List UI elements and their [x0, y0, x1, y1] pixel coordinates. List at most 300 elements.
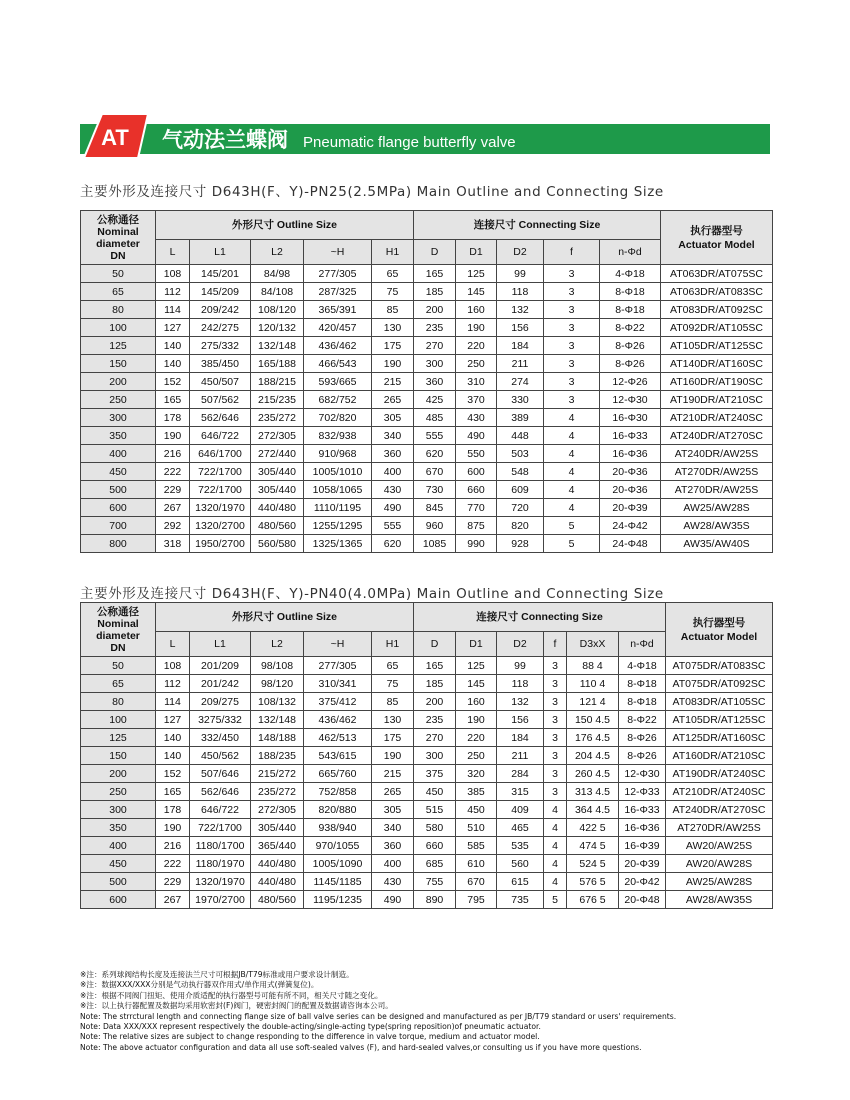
table-cell: 340 [372, 819, 414, 837]
dn-cell: 500 [81, 873, 156, 891]
table-cell: 450 [456, 801, 497, 819]
dn-cell: 80 [81, 301, 156, 319]
table-cell: 140 [156, 337, 190, 355]
table-cell: AT063DR/AT083SC [661, 283, 773, 301]
table-row [81, 445, 773, 463]
table-cell: 8-Φ22 [600, 319, 661, 337]
table-cell: AW28/AW35S [666, 891, 773, 909]
table-cell: AT075DR/AT083SC [666, 657, 773, 675]
table-cell: 201/209 [190, 657, 251, 675]
table-cell: AW20/AW28S [666, 855, 773, 873]
table-cell: 3 [544, 391, 600, 409]
table-row [81, 391, 773, 409]
table-cell: 4 [544, 873, 567, 891]
connecting-size-header: 连接尺寸 Connecting Size [414, 603, 666, 632]
table-row [81, 891, 773, 909]
table-cell: 3 [544, 355, 600, 373]
table-cell: 485 [414, 409, 456, 427]
table-cell: 12-Φ30 [619, 765, 666, 783]
table-cell: 277/305 [304, 657, 372, 675]
column-header: n-Φd [600, 240, 661, 265]
table-row [81, 657, 773, 675]
table-cell: 1180/1700 [190, 837, 251, 855]
table-cell: AW28/AW35S [661, 517, 773, 535]
table-cell: 108 [156, 657, 190, 675]
table-cell: 960 [414, 517, 456, 535]
table-cell: AW20/AW25S [666, 837, 773, 855]
table-cell: 365/391 [304, 301, 372, 319]
table-row [81, 819, 773, 837]
table-cell: 320 [456, 765, 497, 783]
table-cell: 4 [544, 837, 567, 855]
dn-cell: 450 [81, 855, 156, 873]
table-cell: 165 [156, 783, 190, 801]
table-cell: 216 [156, 445, 190, 463]
dn-cell: 250 [81, 391, 156, 409]
table-cell: 448 [497, 427, 544, 445]
note-line: Note: The strrctural length and connecting flange size of ball valve series can be designed and manufactured as per JB/T79 standard or users' requirements. [80, 1011, 677, 1021]
table-cell: 722/1700 [190, 481, 251, 499]
table-cell: 1970/2700 [190, 891, 251, 909]
table-cell: 145/209 [190, 283, 251, 301]
connecting-size-header: 连接尺寸 Connecting Size [414, 211, 661, 240]
table-cell: 1320/1970 [190, 499, 251, 517]
column-header: L [156, 632, 190, 657]
table-cell: 480/560 [251, 517, 304, 535]
table-cell: 364 4.5 [567, 801, 619, 819]
table-cell: AT140DR/AT160SC [661, 355, 773, 373]
table-cell: 3 [544, 783, 567, 801]
table-cell: 928 [497, 535, 544, 553]
table-cell: 8-Φ22 [619, 711, 666, 729]
table-cell: 114 [156, 693, 190, 711]
table-cell: AT105DR/AT125SC [661, 337, 773, 355]
table-cell: 148/188 [251, 729, 304, 747]
table-cell: 75 [372, 283, 414, 301]
table-row [81, 873, 773, 891]
table-cell: 1950/2700 [190, 535, 251, 553]
table-cell: 580 [414, 819, 456, 837]
dn-header: 公称通径 Nominal diameter DN [81, 211, 156, 265]
column-header: f [544, 632, 567, 657]
table-cell: 490 [456, 427, 497, 445]
table-cell: 12-Φ26 [600, 373, 661, 391]
table-cell: 175 [372, 337, 414, 355]
table-cell: 795 [456, 891, 497, 909]
table-cell: 215 [372, 373, 414, 391]
table-cell: 8-Φ26 [600, 355, 661, 373]
column-header: L [156, 240, 190, 265]
table-cell: 130 [372, 711, 414, 729]
table-cell: 24-Φ42 [600, 517, 661, 535]
table-cell: 720 [497, 499, 544, 517]
table-cell: 436/462 [304, 711, 372, 729]
dn-cell: 600 [81, 891, 156, 909]
table-cell: 562/646 [190, 409, 251, 427]
table-cell: 615 [497, 873, 544, 891]
dn-cell: 400 [81, 445, 156, 463]
table-cell: 200 [414, 693, 456, 711]
table-cell: 114 [156, 301, 190, 319]
table-cell: 3 [544, 693, 567, 711]
table-cell: 1005/1010 [304, 463, 372, 481]
table-cell: 440/480 [251, 499, 304, 517]
table-cell: 215/272 [251, 765, 304, 783]
table-cell: 165/188 [251, 355, 304, 373]
note-line: ※注：数据XXX/XXX分别是气动执行器双作用式/单作用式(弹簧复位)。 [80, 980, 319, 990]
table-cell: 660 [414, 837, 456, 855]
table-cell: 4 [544, 481, 600, 499]
table-cell: 3 [544, 729, 567, 747]
column-header: D2 [497, 632, 544, 657]
table-cell: 145/201 [190, 265, 251, 283]
table-cell: 5 [544, 535, 600, 553]
table-cell: 132/148 [251, 711, 304, 729]
table-cell: 450 [414, 783, 456, 801]
table-cell: 313 4.5 [567, 783, 619, 801]
table-cell: 12-Φ33 [619, 783, 666, 801]
table-cell: 480/560 [251, 891, 304, 909]
table-row [81, 675, 773, 693]
table-cell: 16-Φ39 [619, 837, 666, 855]
note-line: Note: The relative sizes are subject to change responding to the difference in valve torque, medium and actuator model. [80, 1032, 540, 1042]
pn25-dimension-table [80, 210, 773, 553]
table-cell: 118 [497, 675, 544, 693]
table-cell: 108/132 [251, 693, 304, 711]
table-cell: 85 [372, 301, 414, 319]
table-cell: 305/440 [251, 481, 304, 499]
table-cell: 524 5 [567, 855, 619, 873]
note-line: ※注：系列球阀结构长度及连接法兰尺寸可根据JB/T79标准或用户要求设计制造。 [80, 970, 354, 979]
table-cell: 152 [156, 765, 190, 783]
table-cell: 474 5 [567, 837, 619, 855]
table-cell: 270 [414, 337, 456, 355]
table-cell: 735 [497, 891, 544, 909]
table-cell: 178 [156, 409, 190, 427]
table-cell: 75 [372, 675, 414, 693]
table-cell: 222 [156, 855, 190, 873]
table-cell: 216 [156, 837, 190, 855]
table-cell: 190 [372, 747, 414, 765]
table-cell: 440/480 [251, 873, 304, 891]
table-cell: 722/1700 [190, 463, 251, 481]
table-cell: 235 [414, 319, 456, 337]
table-cell: AT083DR/AT105SC [666, 693, 773, 711]
table-cell: AT190DR/AT210SC [661, 391, 773, 409]
table-cell: 20-Φ36 [600, 481, 661, 499]
table-row [81, 535, 773, 553]
column-header: D3xX [567, 632, 619, 657]
table-cell: 8-Φ26 [600, 337, 661, 355]
table-cell: 676 5 [567, 891, 619, 909]
table-cell: 16-Φ33 [600, 427, 661, 445]
table-cell: 360 [372, 837, 414, 855]
column-header: D [414, 240, 456, 265]
table-cell: 330 [497, 391, 544, 409]
title-english: Pneumatic flange butterfly valve [303, 134, 516, 151]
table-cell: 185 [414, 283, 456, 301]
dn-cell: 350 [81, 819, 156, 837]
column-header: f [544, 240, 600, 265]
table-cell: 190 [456, 319, 497, 337]
table-cell: 682/752 [304, 391, 372, 409]
outline-size-header: 外形尺寸 Outline Size [156, 603, 414, 632]
table-cell: 184 [497, 337, 544, 355]
table-cell: 535 [497, 837, 544, 855]
table-cell: 4-Φ18 [600, 265, 661, 283]
table-cell: 890 [414, 891, 456, 909]
table-cell: 310 [456, 373, 497, 391]
table-cell: 409 [497, 801, 544, 819]
table-cell: 3 [544, 265, 600, 283]
note-line: ※注：以上执行器配置及数据均采用软密封(F)阀门，硬密封阀门的配置及数据请咨询本公司。 [80, 1001, 393, 1011]
table-cell: 375 [414, 765, 456, 783]
table-cell: 267 [156, 891, 190, 909]
table-cell: 152 [156, 373, 190, 391]
table-cell: 820/880 [304, 801, 372, 819]
table-cell: 99 [497, 265, 544, 283]
table-cell: 20-Φ39 [600, 499, 661, 517]
table-cell: 560/580 [251, 535, 304, 553]
table-cell: 65 [372, 657, 414, 675]
outline-size-header: 外形尺寸 Outline Size [156, 211, 414, 240]
table-cell: 20-Φ48 [619, 891, 666, 909]
table-cell: 3 [544, 301, 600, 319]
column-header: D2 [497, 240, 544, 265]
table-cell: 360 [414, 373, 456, 391]
table-cell: 436/462 [304, 337, 372, 355]
table-cell: AW25/AW28S [661, 499, 773, 517]
table-cell: 222 [156, 463, 190, 481]
table-cell: 755 [414, 873, 456, 891]
table-cell: 1145/1185 [304, 873, 372, 891]
table-cell: 204 4.5 [567, 747, 619, 765]
table-row [81, 301, 773, 319]
table-cell: 385 [456, 783, 497, 801]
dn-cell: 80 [81, 693, 156, 711]
table-cell: 84/98 [251, 265, 304, 283]
table-cell: 160 [456, 301, 497, 319]
table-cell: 1110/1195 [304, 499, 372, 517]
table-cell: 140 [156, 747, 190, 765]
table-cell: 132 [497, 301, 544, 319]
table-cell: 108/120 [251, 301, 304, 319]
table-cell: 360 [372, 445, 414, 463]
table-cell: 3 [544, 747, 567, 765]
table-row [81, 855, 773, 873]
table-cell: 555 [372, 517, 414, 535]
table-cell: 4 [544, 463, 600, 481]
table-cell: 3 [544, 765, 567, 783]
column-header: L1 [190, 632, 251, 657]
table-cell: 84/108 [251, 283, 304, 301]
dn-cell: 200 [81, 373, 156, 391]
table-cell: 646/722 [190, 427, 251, 445]
dn-cell: 600 [81, 499, 156, 517]
table-cell: AT190DR/AT240SC [666, 765, 773, 783]
dn-cell: 65 [81, 283, 156, 301]
table-cell: 165 [414, 265, 456, 283]
table-cell: 560 [497, 855, 544, 873]
table-cell: 576 5 [567, 873, 619, 891]
table-cell: 400 [372, 855, 414, 873]
table-cell: 490 [372, 499, 414, 517]
table-cell: 118 [497, 283, 544, 301]
table-cell: AW25/AW28S [666, 873, 773, 891]
table-cell: AT270DR/AW25S [661, 463, 773, 481]
table-row [81, 355, 773, 373]
table-row [81, 481, 773, 499]
table-cell: 507/562 [190, 391, 251, 409]
table-cell: 156 [497, 319, 544, 337]
table-cell: 315 [497, 783, 544, 801]
table-row [81, 783, 773, 801]
table-cell: 300 [414, 747, 456, 765]
table-cell: 1085 [414, 535, 456, 553]
table-cell: 165 [414, 657, 456, 675]
table-cell: 127 [156, 711, 190, 729]
table-cell: 235/272 [251, 409, 304, 427]
dn-cell: 500 [81, 481, 156, 499]
table-cell: 184 [497, 729, 544, 747]
table-cell: 430 [372, 481, 414, 499]
table-row [81, 517, 773, 535]
table-row [81, 337, 773, 355]
table-cell: 670 [414, 463, 456, 481]
dn-cell: 250 [81, 783, 156, 801]
table-cell: 875 [456, 517, 497, 535]
table-cell: AT270DR/AW25S [661, 481, 773, 499]
table-cell: 752/858 [304, 783, 372, 801]
table-cell: 3 [544, 675, 567, 693]
table-cell: 685 [414, 855, 456, 873]
table-cell: 555 [414, 427, 456, 445]
table-row [81, 463, 773, 481]
table-cell: 125 [456, 657, 497, 675]
table-cell: 503 [497, 445, 544, 463]
dn-cell: 450 [81, 463, 156, 481]
dn-cell: 100 [81, 319, 156, 337]
table-cell: 120/132 [251, 319, 304, 337]
table-cell: 112 [156, 675, 190, 693]
table-cell: 465 [497, 819, 544, 837]
table-cell: 450/507 [190, 373, 251, 391]
table-cell: 430 [456, 409, 497, 427]
table-cell: AT092DR/AT105SC [661, 319, 773, 337]
table-cell: 585 [456, 837, 497, 855]
table-cell: AT240DR/AT270SC [666, 801, 773, 819]
table-cell: 201/242 [190, 675, 251, 693]
table-cell: 127 [156, 319, 190, 337]
table-cell: 20-Φ42 [619, 873, 666, 891]
dn-cell: 50 [81, 657, 156, 675]
table-cell: 665/760 [304, 765, 372, 783]
table-row [81, 409, 773, 427]
table-cell: 375/412 [304, 693, 372, 711]
table-cell: 3 [544, 657, 567, 675]
table-cell: 620 [372, 535, 414, 553]
table-cell: 235 [414, 711, 456, 729]
table-cell: 490 [372, 891, 414, 909]
table-cell: 3 [544, 337, 600, 355]
table-row [81, 801, 773, 819]
table-cell: 145 [456, 283, 497, 301]
table-cell: 4 [544, 855, 567, 873]
table-cell: 140 [156, 729, 190, 747]
table-cell: 1320/2700 [190, 517, 251, 535]
table-cell: 332/450 [190, 729, 251, 747]
table-cell: 832/938 [304, 427, 372, 445]
table-cell: 211 [497, 747, 544, 765]
table-cell: 215 [372, 765, 414, 783]
table-cell: 190 [456, 711, 497, 729]
table-cell: 220 [456, 729, 497, 747]
table-cell: AW35/AW40S [661, 535, 773, 553]
table-cell: 1255/1295 [304, 517, 372, 535]
table-cell: AT063DR/AT075SC [661, 265, 773, 283]
table-cell: 3 [544, 283, 600, 301]
column-header: L2 [251, 632, 304, 657]
dn-cell: 150 [81, 355, 156, 373]
dn-cell: 200 [81, 765, 156, 783]
svg-text:AT: AT [101, 125, 129, 150]
table-cell: 515 [414, 801, 456, 819]
table-cell: 318 [156, 535, 190, 553]
table-cell: 730 [414, 481, 456, 499]
table-cell: 507/646 [190, 765, 251, 783]
column-header: n-Φd [619, 632, 666, 657]
table-cell: 670 [456, 873, 497, 891]
table-cell: 272/440 [251, 445, 304, 463]
table-cell: AT160DR/AT210SC [666, 747, 773, 765]
table-cell: 440/480 [251, 855, 304, 873]
table-cell: AT160DR/AT190SC [661, 373, 773, 391]
notes-block [80, 970, 780, 1053]
at-badge [82, 112, 156, 160]
table-cell: 990 [456, 535, 497, 553]
table-cell: 4 [544, 409, 600, 427]
table-cell: 4 [544, 801, 567, 819]
table-cell: 112 [156, 283, 190, 301]
table-cell: 24-Φ48 [600, 535, 661, 553]
table-cell: 8-Φ18 [619, 693, 666, 711]
table-cell: 722/1700 [190, 819, 251, 837]
table-cell: 1325/1365 [304, 535, 372, 553]
table-cell: 20-Φ36 [600, 463, 661, 481]
table-cell: 3 [544, 373, 600, 391]
table-cell: 305 [372, 409, 414, 427]
table-cell: 543/615 [304, 747, 372, 765]
dn-cell: 350 [81, 427, 156, 445]
table-cell: 145 [456, 675, 497, 693]
table-cell: 190 [156, 427, 190, 445]
table-cell: 305 [372, 801, 414, 819]
table-cell: 242/275 [190, 319, 251, 337]
table-cell: 4 [544, 819, 567, 837]
table-cell: 310/341 [304, 675, 372, 693]
table-cell: 99 [497, 657, 544, 675]
actuator-model-header: 执行器型号 Actuator Model [666, 603, 773, 657]
column-header: D1 [456, 632, 497, 657]
table-cell: 3275/332 [190, 711, 251, 729]
table-cell: 305/440 [251, 819, 304, 837]
dn-cell: 125 [81, 729, 156, 747]
table-cell: 175 [372, 729, 414, 747]
table-cell: 190 [372, 355, 414, 373]
table-cell: 4 [544, 445, 600, 463]
table-cell: 8-Φ26 [619, 747, 666, 765]
table-row [81, 837, 773, 855]
